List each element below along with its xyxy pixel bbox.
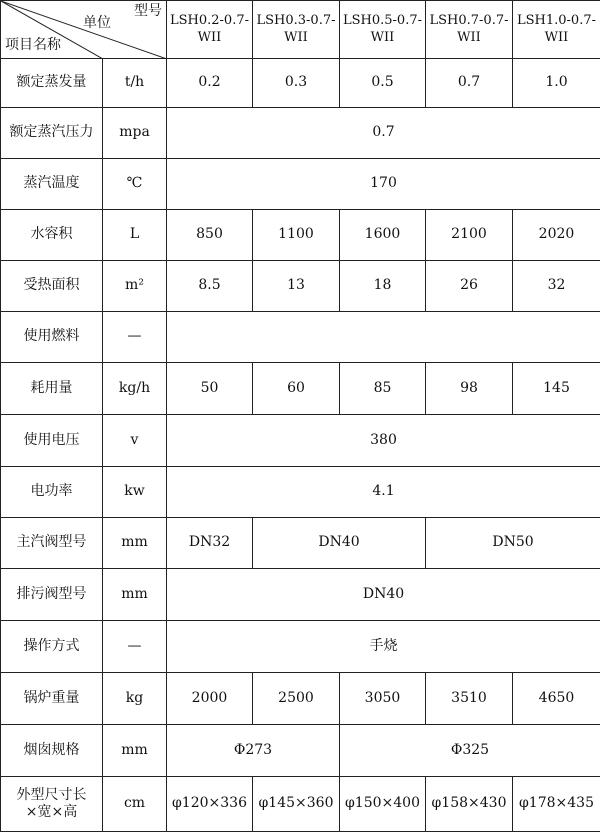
table-row	[1, 312, 600, 363]
item-unit: L	[103, 210, 167, 261]
value-cell: 60	[253, 363, 340, 415]
model-header: LSH0.2-0.7-WII	[167, 1, 253, 59]
value-cell: 0.7	[426, 59, 513, 108]
item-unit: kg	[103, 673, 167, 725]
item-name: 额定蒸发量	[1, 59, 103, 108]
value-cell: DN40	[253, 518, 426, 569]
item-unit: —	[103, 621, 167, 673]
value-cell: 170	[167, 159, 600, 210]
value-cell: 0.5	[340, 59, 426, 108]
item-unit: mm	[103, 725, 167, 777]
value-cell: 18	[340, 261, 426, 312]
item-unit: mm	[103, 569, 167, 621]
table-row	[1, 261, 600, 312]
value-cell: 1.0	[513, 59, 600, 108]
item-name	[1, 108, 103, 159]
table-row	[1, 569, 600, 621]
value-cell: 2020	[513, 210, 600, 261]
item-name: 操作方式	[1, 621, 103, 673]
value-cell: 3050	[340, 673, 426, 725]
table-row	[1, 673, 600, 725]
table-row	[1, 777, 600, 832]
value-cell	[167, 312, 600, 363]
value-cell: φ178×435	[513, 777, 600, 832]
item-name: 锅炉重量	[1, 673, 103, 725]
table-row	[1, 159, 600, 210]
item-unit: cm	[103, 777, 167, 832]
item-unit: m²	[103, 261, 167, 312]
value-cell: DN40	[167, 569, 600, 621]
value-cell: DN32	[167, 518, 253, 569]
item-unit: kg/h	[103, 363, 167, 415]
item-unit: v	[103, 415, 167, 467]
item-unit: t/h	[103, 59, 167, 108]
table-row	[1, 210, 600, 261]
item-name: 耗用量	[1, 363, 103, 415]
value-cell: DN50	[426, 518, 600, 569]
table-row	[1, 363, 600, 415]
value-cell: 1100	[253, 210, 340, 261]
value-cell: φ145×360	[253, 777, 340, 832]
item-name-text: 外型尺寸长×宽×高	[1, 787, 102, 822]
value-cell: 8.5	[167, 261, 253, 312]
item-name: 主汽阀型号	[1, 518, 103, 569]
value-cell: 2000	[167, 673, 253, 725]
value-cell: 0.3	[253, 59, 340, 108]
table-row	[1, 59, 600, 108]
value-cell: 13	[253, 261, 340, 312]
item-name: 受热面积	[1, 261, 103, 312]
value-cell: φ120×336	[167, 777, 253, 832]
value-cell: 手烧	[167, 621, 600, 673]
value-cell: φ150×400	[340, 777, 426, 832]
model-header: LSH0.3-0.7-WII	[253, 1, 340, 59]
table-row	[1, 415, 600, 467]
header-row	[1, 1, 600, 59]
table-row	[1, 467, 600, 518]
value-cell: 2500	[253, 673, 340, 725]
value-cell: 0.2	[167, 59, 253, 108]
unit-label: 单位	[83, 15, 111, 33]
table-row	[1, 518, 600, 569]
value-cell: 85	[340, 363, 426, 415]
item-name: 烟囱规格	[1, 725, 103, 777]
item-name: 使用电压	[1, 415, 103, 467]
item-name: 蒸汽温度	[1, 159, 103, 210]
header-corner-cell	[1, 1, 167, 59]
item-name: 水容积	[1, 210, 103, 261]
model-header: LSH1.0-0.7-WII	[513, 1, 600, 59]
value-cell: 145	[513, 363, 600, 415]
table-row	[1, 725, 600, 777]
value-cell: Φ325	[340, 725, 600, 777]
model-header: LSH0.5-0.7-WII	[340, 1, 426, 59]
item-name	[1, 777, 103, 832]
item-name-text: 额定蒸汽压力	[1, 124, 102, 142]
item-name: 使用燃料	[1, 312, 103, 363]
value-cell: 850	[167, 210, 253, 261]
value-cell: Φ273	[167, 725, 340, 777]
item-unit: mpa	[103, 108, 167, 159]
value-cell: φ158×430	[426, 777, 513, 832]
table-row	[1, 108, 600, 159]
value-cell: 380	[167, 415, 600, 467]
item-name: 排污阀型号	[1, 569, 103, 621]
item-name-label: 项目名称	[5, 37, 61, 55]
model-header: LSH0.7-0.7-WII	[426, 1, 513, 59]
value-cell: 0.7	[167, 108, 600, 159]
table-row	[1, 621, 600, 673]
item-unit: —	[103, 312, 167, 363]
item-unit: kw	[103, 467, 167, 518]
value-cell: 50	[167, 363, 253, 415]
value-cell: 4.1	[167, 467, 600, 518]
value-cell: 98	[426, 363, 513, 415]
item-name: 电功率	[1, 467, 103, 518]
value-cell: 3510	[426, 673, 513, 725]
item-unit: mm	[103, 518, 167, 569]
value-cell: 1600	[340, 210, 426, 261]
value-cell: 4650	[513, 673, 600, 725]
value-cell: 32	[513, 261, 600, 312]
value-cell: 2100	[426, 210, 513, 261]
value-cell: 26	[426, 261, 513, 312]
item-unit: ℃	[103, 159, 167, 210]
model-label: 型号	[134, 3, 162, 21]
